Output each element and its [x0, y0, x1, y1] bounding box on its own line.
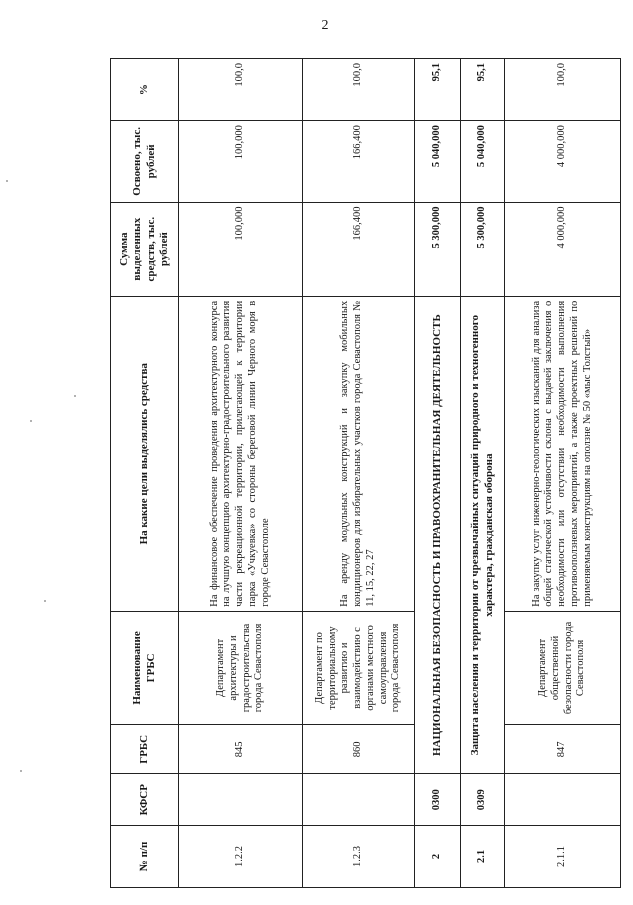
row-pct: 100,0: [179, 59, 303, 121]
section-spent: 5 040,000: [415, 121, 461, 202]
row-purpose: На финансовое обеспечение проведения архитектурного конкурса на лучшую концепцию архитектурно-градостроительного развития части рекреационной территории, прилегающей к территории парка «Учкуевка» со стороны береговой линии Черного моря в городе Севастополе: [179, 296, 303, 611]
budget-table: [110, 58, 621, 888]
section-allocated: 5 300,000: [415, 202, 461, 296]
row-grbs: 845: [179, 725, 303, 774]
subsection-row: [461, 59, 505, 888]
row-spent: 4 000,000: [505, 121, 621, 202]
subsection-pct: 95,1: [461, 59, 505, 121]
row-allocated: 166,400: [303, 202, 415, 296]
section-pct: 95,1: [415, 59, 461, 121]
page-number: 2: [321, 18, 329, 33]
row-grbs: 860: [303, 725, 415, 774]
section-kfsr: 0300: [415, 774, 461, 825]
table-row: [303, 59, 415, 888]
section-row: [415, 59, 461, 888]
row-purpose: На аренду модульных конструкций и закупку мобильных кондиционеров для избирательных участков города Севастополя № 11, 15, 22, 27: [303, 296, 415, 611]
rotated-table-container: [110, 58, 620, 888]
header-allocated: Сумма выделенных средств, тыс. рублей: [111, 202, 179, 296]
header-grbs: ГРБС: [111, 725, 179, 774]
row-pct: 100,0: [505, 59, 621, 121]
row-num: 2.1.1: [505, 825, 621, 887]
row-spent: 100,000: [179, 121, 303, 202]
subsection-title: Защита населения и территории от чрезвычайных ситуаций природного и техногенного характера, гражданская оборона: [461, 296, 505, 774]
header-name: Наименование ГРБС: [111, 611, 179, 725]
row-allocated: 100,000: [179, 202, 303, 296]
table-row: [179, 59, 303, 888]
row-name: Департамент по территориальному развитию и взаимодействию с органами местного самоуправления города Севастополя: [303, 611, 415, 725]
table-frame: [110, 58, 620, 888]
row-kfsr: [505, 774, 621, 825]
row-kfsr: [303, 774, 415, 825]
header-purpose: На какие цели выделялись средства: [111, 296, 179, 611]
scan-speck: [44, 600, 46, 602]
scan-speck: [74, 395, 76, 397]
row-num: 1.2.3: [303, 825, 415, 887]
row-num: 1.2.2: [179, 825, 303, 887]
row-pct: 100,0: [303, 59, 415, 121]
table-row: [505, 59, 621, 888]
section-num: 2: [415, 825, 461, 887]
subsection-allocated: 5 300,000: [461, 202, 505, 296]
scan-speck: [20, 770, 22, 772]
subsection-num: 2.1: [461, 825, 505, 887]
header-spent: Освоено, тыс. рублей: [111, 121, 179, 202]
scan-speck: [6, 180, 8, 182]
row-spent: 166,400: [303, 121, 415, 202]
row-purpose: На закупку услуг инженерно-геологических изысканий для анализа общей статической устойчивости склона с выдачей заключения о необходимости или отсутствии необходимости выполнения противооползневых мероприятий, а также проектных решений по применяемым конструкциям на оползне № 50 «мыс Толстый»: [505, 296, 621, 611]
row-kfsr: [179, 774, 303, 825]
row-name: Департамент архитектуры и градостроительства города Севастополя: [179, 611, 303, 725]
row-allocated: 4 000,000: [505, 202, 621, 296]
header-kfsr: КФСР: [111, 774, 179, 825]
scan-speck: [30, 420, 32, 422]
header-num: № п/п: [111, 825, 179, 887]
row-name: Департамент общественной безопасности города Севастополя: [505, 611, 621, 725]
subsection-kfsr: 0309: [461, 774, 505, 825]
subsection-spent: 5 040,000: [461, 121, 505, 202]
table-header-row: [111, 59, 179, 888]
section-title: НАЦИОНАЛЬНАЯ БЕЗОПАСНОСТЬ И ПРАВООХРАНИТЕЛЬНАЯ ДЕЯТЕЛЬНОСТЬ: [415, 296, 461, 774]
row-grbs: 847: [505, 725, 621, 774]
header-pct: %: [111, 59, 179, 121]
